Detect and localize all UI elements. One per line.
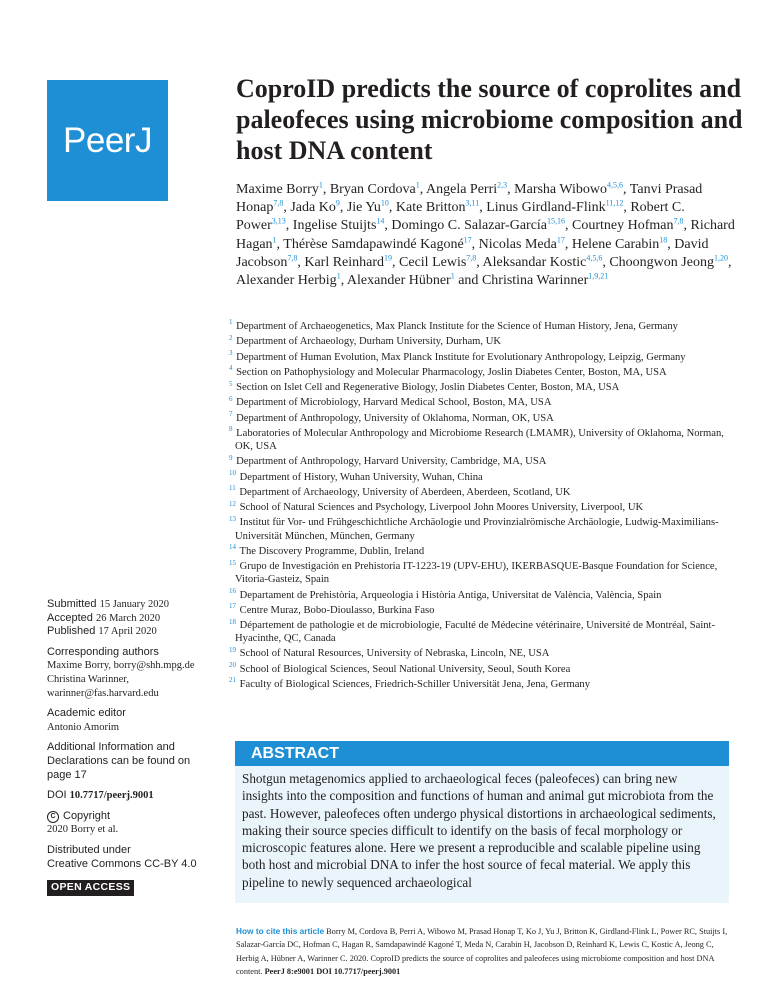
affiliation-item xyxy=(229,427,729,453)
affiliation-text: Institut für Vor- und Frühgeschichtliche Archäologie und Provinzialrömische Archäologie, Ludwig-Maximilians-Universität München, München, Germany xyxy=(235,517,719,542)
author-name: Kate Britton$^{3,11}$ xyxy=(395,198,480,216)
author-name: David Jacobson$^{7,8}$ xyxy=(236,236,709,270)
author-name: Alexander Herbig$^1$ xyxy=(236,271,341,289)
corresponding-block xyxy=(47,646,217,700)
affiliation-number: 17 xyxy=(229,602,236,611)
author-affiliation-ref[interactable]: 19 xyxy=(384,253,393,263)
affiliation-text: School of Natural Sciences and Psychology, Liverpool John Moores University, Liverpool, UK xyxy=(239,502,644,514)
affiliation-text: Laboratories of Molecular Anthropology and Microbiome Research (LMAMR), University of Oklahoma, Norman, OK, USA xyxy=(235,427,724,453)
corresponding-line: Christina Warinner, xyxy=(47,673,129,685)
author-name: Maxime Borry$^1$ xyxy=(236,180,323,197)
affiliation-item xyxy=(229,351,729,364)
citation-doi[interactable]: DOI 10.7717/peerj.9001 xyxy=(316,966,401,976)
author-name: Richard Hagan$^1$ xyxy=(236,218,735,252)
author-affiliation-ref[interactable]: 11,12 xyxy=(605,198,624,208)
license-block xyxy=(47,844,217,871)
affiliation-item xyxy=(229,471,729,484)
affiliation-text: Department of Archaeology, University of Aberdeen, Aberdeen, Scotland, UK xyxy=(239,486,571,498)
copyright-block xyxy=(47,810,217,837)
copyright-icon: C xyxy=(47,811,59,823)
affiliation-item xyxy=(229,586,729,602)
author-affiliation-ref[interactable]: 1 xyxy=(415,180,420,190)
affiliation-text: Department of Anthropology, Harvard University, Cambridge, MA, USA xyxy=(236,456,547,468)
article-title: CoproID predicts the source of coprolites and paleofeces using microbiome composition and host DNA content xyxy=(236,74,743,165)
affiliation-text: Department of Human Evolution, Max Planck Institute for Evolutionary Anthropology, Leipzig, Germany xyxy=(236,351,686,363)
license-link[interactable]: Creative Commons CC-BY 4.0 xyxy=(47,857,197,870)
authors-and: and xyxy=(454,273,482,289)
affiliation-item xyxy=(229,545,729,558)
author-name: Aleksandar Kostic$^{4,5,6}$ xyxy=(482,253,603,270)
affiliation-text: Department of History, Wuhan University, Wuhan, China xyxy=(239,471,483,483)
citation-text: Borry M, Cordova B, Perri A, Wibowo M, Prasad Honap T, Ko J, Yu J, Britton K, Girdland-Flink L, Power RC, Stuijts I, Salazar-García DC, Hofman C, Hagan R, Samdapawindé Kagoné T, Meda N, Carabin H, Jacobson D, Reinhard K, Lewis C, Kostic A, Jeong C, Herbig A, Hübner A, Warinner C. 2020. CoproID predicts the source of coprolites and paleofeces using microbiome composition and host DNA content. xyxy=(236,927,728,976)
abstract-text: Shotgun metagenomics applied to archaeological feces (paleofeces) can bring new insights into the composition and functions of human and animal gut microbiota from the past. However, paleofeces often undergo physical distortions in archaeological sediments, making their source species difficult to identify on the basis of fecal morphology or microscopic features alone. Here we present a reproducible and scalable pipeline using both host and microbial DNA to infer the host source of fecal material. We apply this pipeline to newly sequenced archaeological xyxy=(242,771,716,890)
submitted-label: Submitted xyxy=(47,598,97,610)
author-name: Christina Warinner$^{1,9,21}$ xyxy=(481,271,609,289)
author-name: Bryan Cordova$^1$ xyxy=(329,180,420,197)
affiliation-number: 6 xyxy=(229,394,233,403)
author-affiliation-ref[interactable]: 4,5,6 xyxy=(586,253,603,263)
doi-block xyxy=(47,789,217,803)
author-name: Thérèse Samdapawindé Kagoné$^{17}$ xyxy=(283,234,472,252)
author-name: Tanvi Prasad Honap$^{7,8}$ xyxy=(236,182,703,216)
author-name: Cecil Lewis$^{7,8}$ xyxy=(399,253,477,270)
distributed-label: Distributed under xyxy=(47,843,131,856)
affiliation-text: Grupo de Investigación en Prehistoria IT-1223-19 (UPV-EHU), IKERBASQUE-Basque Foundation for Science, Vitoria-Gasteiz, Spain xyxy=(235,561,718,586)
author-affiliation-ref[interactable]: 1,20 xyxy=(713,253,728,263)
author-name: Domingo C. Salazar-García$^{15,16}$ xyxy=(391,216,566,234)
affiliation-text: Département de pathologie et de microbiologie, Faculté de Médecine vétérinaire, Université de Montréal, Saint-Hyacinthe, QC, Canada xyxy=(235,620,716,645)
author-name: Helene Carabin$^{18}$ xyxy=(571,234,668,252)
affiliation-number: 19 xyxy=(229,645,236,654)
author-name: Marsha Wibowo$^{4,5,6}$ xyxy=(514,180,624,197)
affiliation-text: Department of Archaeology, Durham University, Durham, UK xyxy=(236,336,502,348)
affiliation-text: School of Biological Sciences, Seoul National University, Seoul, South Korea xyxy=(239,663,571,675)
affiliation-number: 11 xyxy=(229,484,236,493)
affiliation-item xyxy=(229,381,729,394)
author-list: Maxime Borry$^1$, Bryan Cordova$^1$, Angela Perri$^{2,3}$, Marsha Wibowo$^{4,5,6}$, Tanvi Prasad Honap$^{7,8}$, Jada Ko$^9$, Jie Yu$^{10}$, Kate Britton$^{3,11}$, Linus Girdland-Flink$^{11,12}$, Robert C. Power$^{3,13}$, Ingelise Stuijts$^{14}$, Domingo C. Salazar-García$^{15,16}$, Courtney Hofman$^{7,8}$, Richard Hagan$^1$, Thérèse Samdapawindé Kagoné$^{17}$, Nicolas Meda$^{17}$, Helene Carabin$^{18}$, David Jacobson$^{7,8}$, Karl Reinhard$^{19}$, Cecil Lewis$^{7,8}$, Aleksandar Kostic$^{4,5,6}$, Choongwon Jeong$^{1,20}$, Alexander Herbig$^1$, Alexander Hübner$^1$ and Christina Warinner$^{1,9,21}$ xyxy=(236,180,735,289)
affiliation-text: Centre Muraz, Bobo-Dioulasso, Burkina Faso xyxy=(239,604,435,616)
author-affiliation-ref[interactable]: 10 xyxy=(380,198,389,208)
affiliation-item xyxy=(229,412,729,425)
affiliation-number: 15 xyxy=(229,558,236,567)
author-affiliation-ref[interactable]: 14 xyxy=(376,216,385,226)
author-name: Jie Yu$^{10}$ xyxy=(346,198,389,216)
affiliation-item xyxy=(229,396,729,409)
affiliation-item xyxy=(229,455,729,468)
affiliation-number: 14 xyxy=(229,543,236,552)
published-date: 17 April 2020 xyxy=(98,626,157,638)
affiliation-number: 21 xyxy=(229,676,236,685)
published-label: Published xyxy=(47,625,96,638)
author-affiliation-ref[interactable]: 17 xyxy=(556,234,565,244)
author-affiliation-ref[interactable]: 1 xyxy=(318,180,323,190)
affiliation-text: Department of Microbiology, Harvard Medical School, Boston, MA, USA xyxy=(236,397,552,409)
accepted-label: Accepted xyxy=(47,611,93,624)
author-affiliation-ref[interactable]: 3,13 xyxy=(271,216,286,226)
author-name: Robert C. Power$^{3,13}$ xyxy=(236,200,685,234)
author-affiliation-ref[interactable]: 7,8 xyxy=(673,216,684,226)
author-affiliation-ref[interactable]: 3,11 xyxy=(465,198,480,208)
corresponding-line[interactable]: Maxime Borry, borry@shh.mpg.de xyxy=(47,660,195,672)
affiliation-item xyxy=(229,560,729,586)
accepted-date: 26 March 2020 xyxy=(95,612,161,624)
affiliation-item xyxy=(229,366,729,379)
affiliation-item xyxy=(229,678,729,691)
author-affiliation-ref[interactable]: 9 xyxy=(335,198,340,208)
author-name: Karl Reinhard$^{19}$ xyxy=(304,253,393,270)
author-affiliation-ref[interactable]: 7,8 xyxy=(273,198,284,208)
author-affiliation-ref[interactable]: 15,16 xyxy=(547,216,566,226)
affiliation-text: Department of Archaeogenetics, Max Planck Institute for the Science of Human History, Jena, Germany xyxy=(236,321,678,332)
author-affiliation-ref[interactable]: 4,5,6 xyxy=(607,180,624,190)
affiliation-item xyxy=(229,501,729,514)
author-name: Angela Perri$^{2,3}$ xyxy=(426,180,508,197)
citation-block xyxy=(236,925,730,978)
author-affiliation-ref[interactable]: 1 xyxy=(450,271,455,281)
peerj-logo xyxy=(47,80,168,201)
affiliation-number: 3 xyxy=(229,349,233,358)
citation-journal: PeerJ 8:e9001 xyxy=(264,966,315,976)
affiliation-number: 16 xyxy=(229,586,236,595)
additional-info: Additional Information and Declarations can be found on page 17 xyxy=(47,741,191,781)
affiliation-item xyxy=(229,486,729,499)
author-name: Ingelise Stuijts$^{14}$ xyxy=(292,216,385,234)
logo-text: PeerJ xyxy=(63,120,152,160)
affiliation-list xyxy=(229,320,729,693)
affiliation-number: 8 xyxy=(229,425,233,434)
editor-label: Academic editor xyxy=(47,707,126,720)
abstract-heading: ABSTRACT xyxy=(235,741,729,766)
affiliation-text: School of Natural Resources, University of Nebraska, Lincoln, NE, USA xyxy=(239,648,550,660)
copyright-label: Copyright xyxy=(63,809,111,822)
affiliation-text: Section on Islet Cell and Regenerative Biology, Joslin Diabetes Center, Boston, MA, USA xyxy=(236,382,620,394)
author-affiliation-ref[interactable]: 1 xyxy=(272,234,277,244)
affiliation-number: 9 xyxy=(229,453,233,462)
corresponding-line[interactable]: warinner@fas.harvard.edu xyxy=(47,687,159,699)
affiliation-number: 10 xyxy=(229,469,236,478)
author-affiliation-ref[interactable]: 2,3 xyxy=(497,180,508,190)
affiliation-number: 20 xyxy=(229,661,236,670)
editor-block xyxy=(47,707,217,734)
affiliation-item xyxy=(229,604,729,617)
author-affiliation-ref[interactable]: 7,8 xyxy=(287,253,298,263)
affiliation-item xyxy=(229,647,729,660)
affiliation-item xyxy=(229,619,729,645)
submitted-date: 15 January 2020 xyxy=(99,599,169,610)
affiliation-text: Departament de Prehistòria, Arqueologia i Història Antiga, Universitat de València, València, Spain xyxy=(239,589,662,601)
affiliation-number: 18 xyxy=(229,617,236,626)
abstract-box xyxy=(235,741,729,903)
affiliation-number: 7 xyxy=(229,410,233,419)
author-name: Jada Ko$^9$ xyxy=(290,198,340,216)
author-name: Alexander Hübner$^1$ xyxy=(346,271,455,289)
author-affiliation-ref[interactable]: 7,8 xyxy=(466,253,477,263)
affiliation-number: 13 xyxy=(229,514,236,523)
author-affiliation-ref[interactable]: 18 xyxy=(659,234,668,244)
copyright-value: 2020 Borry et al. xyxy=(47,824,119,836)
open-access-badge: OPEN ACCESS xyxy=(47,880,134,896)
affiliation-number: 1 xyxy=(229,318,233,327)
author-name: Choongwon Jeong$^{1,20}$ xyxy=(609,253,728,270)
affiliation-number: 2 xyxy=(229,333,233,342)
affiliation-item xyxy=(229,516,729,542)
dates-block xyxy=(47,598,217,639)
doi-label: DOI xyxy=(47,789,67,802)
author-affiliation-ref[interactable]: 1,9,21 xyxy=(588,271,609,281)
affiliation-item xyxy=(229,320,729,333)
doi-link[interactable]: 10.7717/peerj.9001 xyxy=(69,790,154,802)
affiliation-text: Department of Anthropology, University of Oklahoma, Norman, OK, USA xyxy=(236,412,554,424)
article-sidebar xyxy=(47,598,217,896)
affiliation-item xyxy=(229,335,729,348)
affiliation-number: 5 xyxy=(229,379,233,388)
author-affiliation-ref[interactable]: 17 xyxy=(463,234,472,244)
author-name: Courtney Hofman$^{7,8}$ xyxy=(572,216,684,234)
affiliation-item xyxy=(229,663,729,676)
author-name: Nicolas Meda$^{17}$ xyxy=(478,234,565,252)
author-name: Linus Girdland-Flink$^{11,12}$ xyxy=(486,198,624,216)
editor-name: Antonio Amorim xyxy=(47,721,120,733)
author-affiliation-ref[interactable]: 1 xyxy=(336,271,341,281)
affiliation-text: Section on Pathophysiology and Molecular Pharmacology, Joslin Diabetes Center, Boston, MA, USA xyxy=(236,366,667,378)
affiliation-text: The Discovery Programme, Dublin, Ireland xyxy=(239,545,425,557)
affiliation-number: 4 xyxy=(229,364,233,373)
affiliation-text: Faculty of Biological Sciences, Friedrich-Schiller Universität Jena, Jena, Germany xyxy=(239,679,591,690)
corresponding-label: Corresponding authors xyxy=(47,645,159,658)
citation-label: How to cite this article xyxy=(236,926,325,936)
affiliation-number: 12 xyxy=(229,499,236,508)
